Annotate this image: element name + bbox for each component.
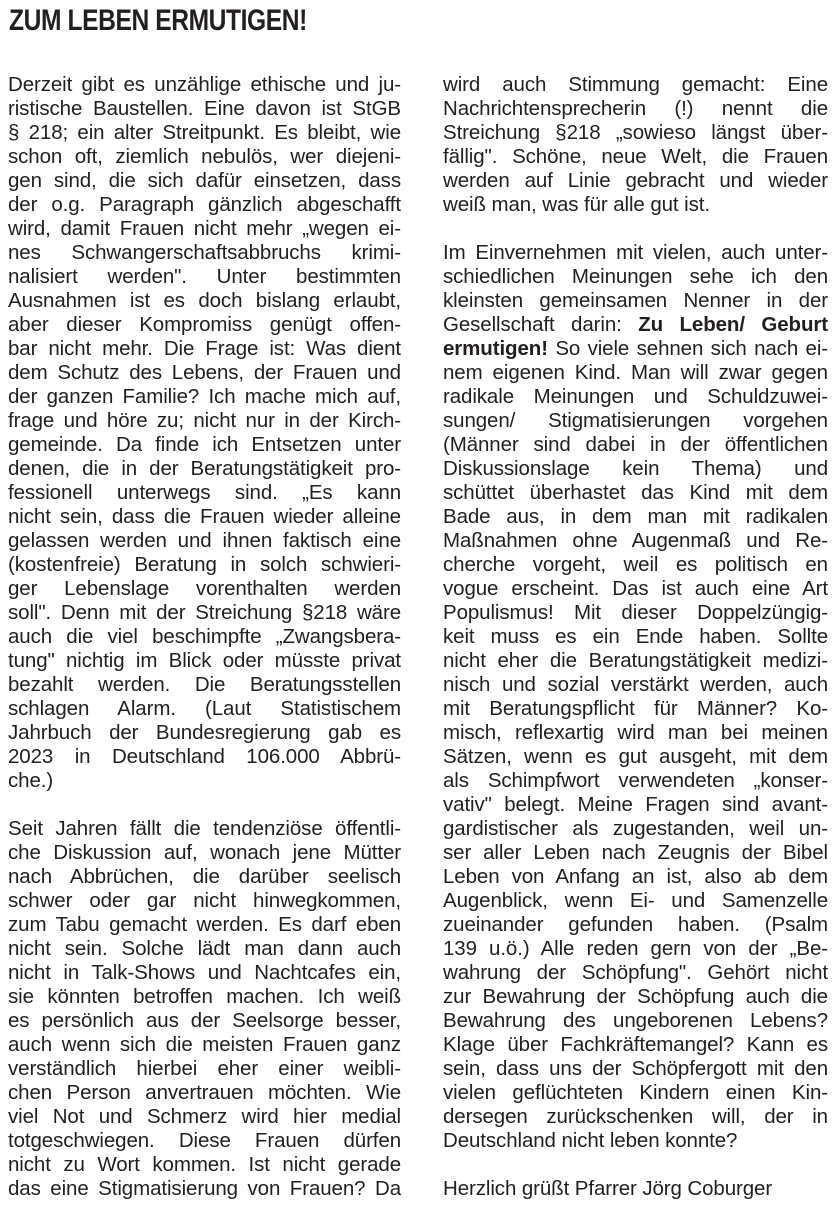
- emphasis-text: Zu Leben/ Geburt: [638, 313, 828, 336]
- text-line: [8, 1177, 401, 1201]
- text-line: [443, 97, 828, 121]
- text-line: [8, 1105, 401, 1129]
- line-text: ristische Baustellen. Eine davon ist StGB: [8, 97, 401, 120]
- line-text: auch die viel beschimpfte „Zwangsbera-: [8, 625, 401, 648]
- text-line: [443, 1033, 828, 1057]
- text-line: [443, 385, 828, 409]
- line-text: misch, reflexartig wird man bei meinen: [443, 721, 828, 744]
- text-line: [8, 361, 401, 385]
- line-text: nalisiert werden". Unter bestimmten: [8, 265, 401, 288]
- line-text: nes Schwangerschaftsabbruchs krimi-: [8, 241, 401, 264]
- line-text: das eine Stigmatisierung von Frauen? Da: [8, 1177, 401, 1200]
- text-line: [8, 97, 401, 121]
- text-line: [8, 817, 401, 841]
- text-line: [8, 1081, 401, 1105]
- text-line: [8, 73, 401, 97]
- line-text: Bade aus, in dem man mit radikalen: [443, 505, 828, 528]
- line-text: vativ" belegt. Meine Fragen sind avant-: [443, 793, 828, 816]
- text-line: [443, 817, 828, 841]
- line-text: gelassen werden und ihnen faktisch eine: [8, 529, 401, 552]
- line-text: Derzeit gibt es unzählige ethische und ju-: [8, 73, 401, 96]
- line-text: keit muss es ein Ende haben. Sollte: [443, 625, 828, 648]
- line-text: viel Not und Schmerz wird hier medial: [8, 1105, 401, 1128]
- text-line: [8, 529, 401, 553]
- line-text: Deutschland nicht leben konnte?: [443, 1129, 738, 1152]
- text-line: [8, 145, 401, 169]
- line-text: zur Bewahrung der Schöpfung auch die: [443, 985, 828, 1008]
- line-text: auch wenn sich die meisten Frauen ganz: [8, 1033, 401, 1056]
- line-text: es persönlich aus der Seelsorge besser,: [8, 1009, 401, 1032]
- text-line: [443, 481, 828, 505]
- text-line: [8, 865, 401, 889]
- line-text: Populismus! Mit dieser Doppelzüngig-: [443, 601, 828, 624]
- line-text: vogue erscheint. Das ist auch eine Art: [443, 577, 828, 600]
- text-line: [443, 697, 828, 721]
- text-line: [443, 361, 828, 385]
- line-text: der ganzen Familie? Ich mache mich auf,: [8, 385, 401, 408]
- line-text: Jahrbuch der Bundesregierung gab es: [8, 721, 401, 744]
- text-line: [8, 241, 401, 265]
- line-text: denen, die in der Beratungstätigkeit pro-: [8, 457, 401, 480]
- line-text: Herzlich grüßt Pfarrer Jörg Coburger: [443, 1177, 773, 1200]
- text-line: [8, 433, 401, 457]
- text-line: [443, 337, 828, 361]
- text-line: [443, 841, 828, 865]
- text-line: [8, 745, 401, 769]
- line-text: nicht sein. Solche lädt man dann auch: [8, 937, 401, 960]
- line-text: 139 u.ö.) Alle reden gern von der „Be-: [443, 937, 828, 960]
- text-line: [443, 961, 828, 985]
- text-line: [443, 1105, 828, 1129]
- text-line: [443, 169, 828, 193]
- line-text: vielen geflüchteten Kindern einen Kin-: [443, 1081, 828, 1104]
- line-text: bar nicht mehr. Die Frage ist: Was dient: [8, 337, 401, 360]
- line-text: gemeinde. Da finde ich Entsetzen unter: [8, 433, 401, 456]
- line-text: dersegen zurückschenken will, der in: [443, 1105, 828, 1128]
- text-line: [443, 625, 828, 649]
- line-text: Streichung §218 „sowieso längst über-: [443, 121, 828, 144]
- text-line: [8, 553, 401, 577]
- text-line: [443, 577, 828, 601]
- text-line: [443, 553, 828, 577]
- line-text: totgeschwiegen. Diese Frauen dürfen: [8, 1129, 401, 1152]
- text-line: [443, 1057, 828, 1081]
- text-line: [8, 625, 401, 649]
- text-line: [443, 265, 828, 289]
- line-text: ger Lebenslage vorenthalten werden: [8, 577, 401, 600]
- text-line: [8, 265, 401, 289]
- line-text: nisch und sozial verstärkt werden, auch: [443, 673, 828, 696]
- line-text: nach Abbrüchen, die darüber seelisch: [8, 865, 401, 888]
- text-line: [8, 649, 401, 673]
- text-line: [443, 529, 828, 553]
- line-text: schwer oder gar nicht hinwegkommen,: [8, 889, 401, 912]
- text-line: [443, 937, 828, 961]
- article-column-left: [8, 73, 401, 1201]
- line-text: Maßnahmen ohne Augenmaß und Re-: [443, 529, 828, 552]
- text-line: [443, 889, 828, 913]
- text-line: [443, 649, 828, 673]
- text-line: [443, 601, 828, 625]
- emphasis-text: ermutigen!: [443, 337, 548, 360]
- line-text: sie könnten betroffen machen. Ich weiß: [8, 985, 401, 1008]
- line-text: gen sind, die sich dafür einsetzen, dass: [8, 169, 401, 192]
- line-text: werden auf Linie gebracht und wieder: [443, 169, 828, 192]
- text-line: [8, 385, 401, 409]
- text-line: [8, 913, 401, 937]
- paragraph-break: [8, 793, 401, 817]
- text-line: [443, 433, 828, 457]
- text-line: [8, 601, 401, 625]
- article-column-right: [443, 73, 828, 1201]
- line-text: Diskussionslage kein Thema) und: [443, 457, 828, 480]
- text-line: [8, 193, 401, 217]
- text-line: [443, 1177, 828, 1201]
- text-line: [8, 337, 401, 361]
- text-line: [443, 121, 828, 145]
- text-line: [8, 985, 401, 1009]
- text-line: [443, 673, 828, 697]
- line-text: wird auch Stimmung gemacht: Eine: [443, 73, 828, 96]
- text-line: [8, 457, 401, 481]
- line-text: Bewahrung des ungeborenen Lebens?: [443, 1009, 828, 1032]
- text-line: [8, 1153, 401, 1177]
- line-text: 2023 in Deutschland 106.000 Abbrü-: [8, 745, 401, 768]
- text-line: [8, 313, 401, 337]
- line-text: Sätzen, wenn es gut ausgeht, mit dem: [443, 745, 828, 768]
- line-text: fällig". Schöne, neue Welt, die Frauen: [443, 145, 828, 168]
- line-text: chen Person anvertrauen möchten. Wie: [8, 1081, 401, 1104]
- line-text: radikale Meinungen und Schuldzuwei-: [443, 385, 828, 408]
- text-line: [443, 409, 828, 433]
- text-line: [8, 1033, 401, 1057]
- text-line: [443, 289, 828, 313]
- line-text: So viele sehnen sich nach ei-: [547, 337, 828, 360]
- text-line: [8, 1129, 401, 1153]
- text-line: [443, 1081, 828, 1105]
- text-line: [443, 241, 828, 265]
- text-line: [443, 745, 828, 769]
- line-text: Seit Jahren fällt die tendenziöse öffentli-: [8, 817, 401, 840]
- text-line: [8, 577, 401, 601]
- paragraph-break: [443, 1153, 828, 1177]
- text-line: [8, 505, 401, 529]
- line-text: Ausnahmen ist es doch bislang erlaubt,: [8, 289, 401, 312]
- line-text: bezahlt werden. Die Beratungsstellen: [8, 673, 401, 696]
- text-line: [443, 73, 828, 97]
- paragraph-break: [443, 217, 828, 241]
- text-line: [8, 889, 401, 913]
- line-text: dem Schutz des Lebens, der Frauen und: [8, 361, 401, 384]
- text-line: [8, 169, 401, 193]
- text-line: [8, 697, 401, 721]
- text-line: [443, 505, 828, 529]
- line-text: soll". Denn mit der Streichung §218 wäre: [8, 601, 401, 624]
- line-text: kleinsten gemeinsamen Nenner in der: [443, 289, 828, 312]
- line-text: schon oft, ziemlich nebulös, wer diejeni-: [8, 145, 401, 168]
- line-text: (Männer sind dabei in der öffentlichen: [443, 433, 828, 456]
- line-text: nicht in Talk-Shows und Nachtcafes ein,: [8, 961, 401, 984]
- text-line: [8, 217, 401, 241]
- line-text: tung" nichtig im Blick oder müsste privat: [8, 649, 401, 672]
- text-line: [443, 985, 828, 1009]
- line-text: (kostenfreie) Beratung in solch schwieri-: [8, 553, 401, 576]
- line-text: Augenblick, wenn Ei- und Samenzelle: [443, 889, 828, 912]
- text-line: [8, 841, 401, 865]
- text-line: [8, 1009, 401, 1033]
- text-line: [443, 769, 828, 793]
- text-line: [443, 913, 828, 937]
- text-line: [443, 721, 828, 745]
- text-line: [8, 121, 401, 145]
- text-line: [443, 193, 828, 217]
- line-text: sein, dass uns der Schöpfergott mit den: [443, 1057, 828, 1080]
- line-text: wahrung der Schöpfung". Gehört nicht: [443, 961, 828, 984]
- line-text: Nachrichtensprecherin (!) nennt die: [443, 97, 828, 120]
- line-text: zueinander gefunden haben. (Psalm: [443, 913, 828, 936]
- line-text: § 218; ein alter Streitpunkt. Es bleibt, wie: [8, 121, 401, 144]
- text-line: [8, 481, 401, 505]
- text-line: [443, 865, 828, 889]
- line-text: frage und höre zu; nicht nur in der Kirch-: [8, 409, 401, 432]
- text-line: [443, 1009, 828, 1033]
- line-text: zum Tabu gemacht werden. Es darf eben: [8, 913, 401, 936]
- article-title: ZUM LEBEN ERMUTIGEN!: [9, 4, 307, 37]
- line-text: weiß man, was für alle gut ist.: [443, 193, 710, 216]
- line-text: Gesellschaft darin:: [443, 313, 639, 336]
- text-line: [8, 289, 401, 313]
- line-text: cherche vorgeht, weil es politisch en: [443, 553, 828, 576]
- line-text: Leben von Anfang an ist, also ab dem: [443, 865, 828, 888]
- line-text: mit Beratungspflicht für Männer? Ko-: [443, 697, 828, 720]
- text-line: [443, 313, 828, 337]
- line-text: gardistischer als zugestanden, weil un-: [443, 817, 828, 840]
- text-line: [8, 961, 401, 985]
- line-text: nicht sein, dass die Frauen wieder alleine: [8, 505, 401, 528]
- line-text: ser aller Leben nach Zeugnis der Bibel: [443, 841, 828, 864]
- line-text: wird, damit Frauen nicht mehr „wegen ei-: [8, 217, 401, 240]
- line-text: aber dieser Kompromiss genügt offen-: [8, 313, 401, 336]
- line-text: Im Einvernehmen mit vielen, auch unter-: [443, 241, 828, 264]
- line-text: als Schimpfwort verwendeten „konser-: [443, 769, 828, 792]
- line-text: nicht zu Wort kommen. Ist nicht gerade: [8, 1153, 401, 1176]
- line-text: sungen/ Stigmatisierungen vorgehen: [443, 409, 828, 432]
- text-line: [8, 1057, 401, 1081]
- text-line: [8, 721, 401, 745]
- text-line: [443, 1129, 828, 1153]
- line-text: verständlich hierbei eher einer weibli-: [8, 1057, 401, 1080]
- text-line: [443, 793, 828, 817]
- text-line: [8, 769, 401, 793]
- line-text: nem eigenen Kind. Man will zwar gegen: [443, 361, 828, 384]
- line-text: fessionell unterwegs sind. „Es kann: [8, 481, 401, 504]
- line-text: che Diskussion auf, wonach jene Mütter: [8, 841, 401, 864]
- line-text: nicht eher die Beratungstätigkeit medizi-: [443, 649, 828, 672]
- line-text: schlagen Alarm. (Laut Statistischem: [8, 697, 401, 720]
- text-line: [443, 145, 828, 169]
- line-text: Klage über Fachkräftemangel? Kann es: [443, 1033, 828, 1056]
- line-text: der o.g. Paragraph gänzlich abgeschafft: [8, 193, 401, 216]
- line-text: che.): [8, 769, 54, 792]
- text-line: [8, 937, 401, 961]
- text-line: [8, 673, 401, 697]
- text-line: [443, 457, 828, 481]
- line-text: schiedlichen Meinungen sehe ich den: [443, 265, 828, 288]
- text-line: [8, 409, 401, 433]
- line-text: schüttet überhastet das Kind mit dem: [443, 481, 828, 504]
